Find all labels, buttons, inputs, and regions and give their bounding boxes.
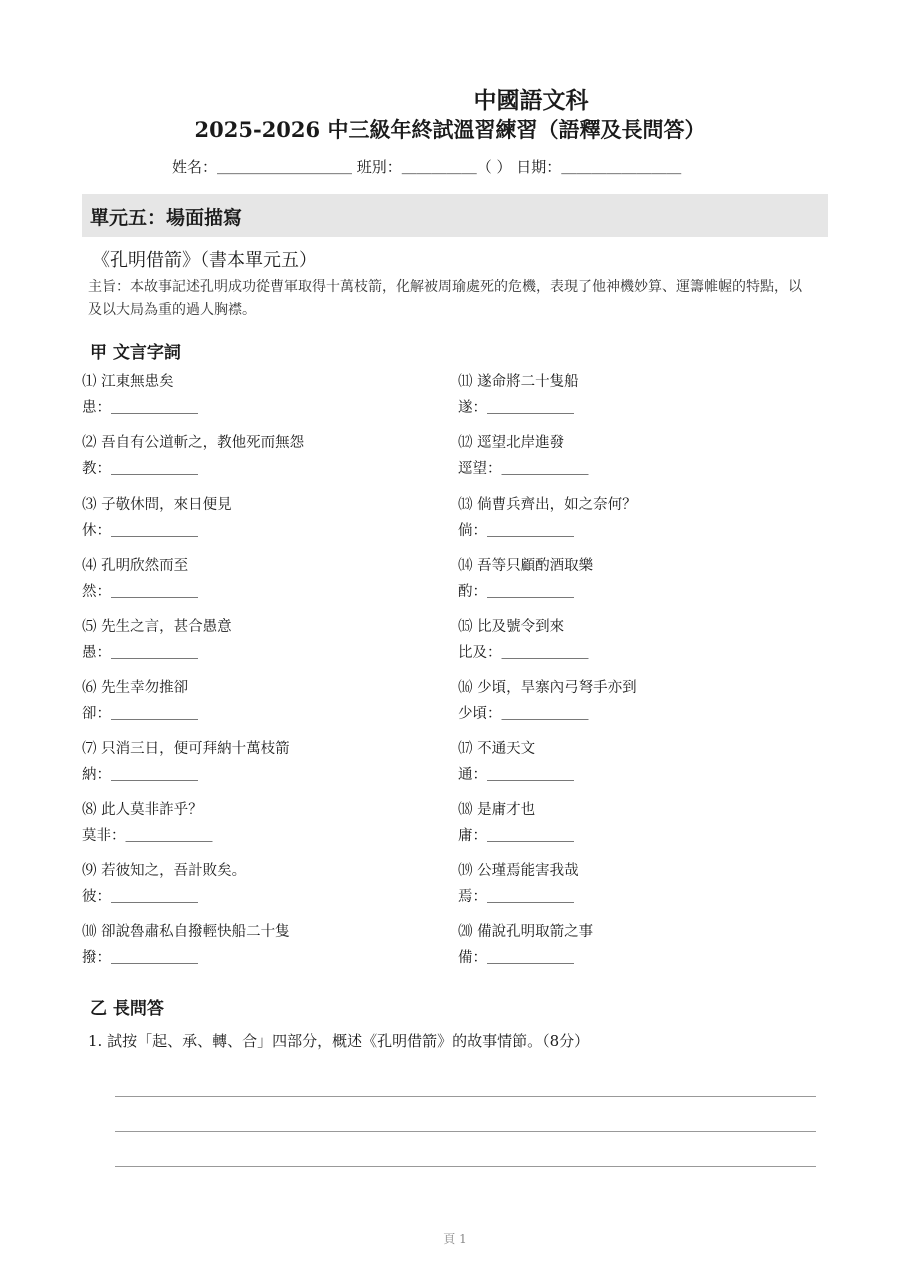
- vocab-item: [82, 553, 442, 605]
- vocab-answer-blank[interactable]: 撥：＿＿＿＿＿＿: [82, 950, 198, 966]
- vocab-answer-blank[interactable]: 休：＿＿＿＿＿＿: [82, 523, 198, 539]
- vocab-item: [82, 675, 442, 727]
- vocab-item: [82, 430, 442, 482]
- vocab-question: ⑷ 孔明欣然而至: [82, 558, 189, 574]
- subject-title: 中國語文科: [473, 87, 589, 114]
- vocab-question: ⑶ 子敬休問，來日便見: [82, 497, 232, 513]
- vocab-question: ⒃ 少頃，旱寨內弓弩手亦到: [458, 680, 637, 696]
- vocab-question: ⑴ 江東無患矣: [82, 374, 174, 390]
- vocab-question: ⑼ 若彼知之，吾計敗矣。: [82, 863, 247, 879]
- student-info-line: 姓名：＿＿＿＿＿＿＿＿＿ 班別：＿＿＿＿＿（ ） 日期：＿＿＿＿＿＿＿＿: [172, 158, 682, 176]
- vocab-question: ⑺ 只消三日，便可拜納十萬枝箭: [82, 741, 290, 757]
- theme-text: 主旨：本故事記述孔明成功從曹軍取得十萬枝箭，化解被周瑜處死的危機，表現了他神機妙算、運籌帷幄的特點，以及以大局為重的過人胸襟。: [88, 279, 802, 318]
- answer-line[interactable]: [115, 1096, 816, 1097]
- vocab-answer-blank[interactable]: 通：＿＿＿＿＿＿: [458, 767, 574, 783]
- vocab-question: ⑻ 此人莫非詐乎？: [82, 802, 203, 818]
- answer-line[interactable]: [115, 1131, 816, 1132]
- vocab-question: ⒀ 倘曹兵齊出，如之奈何？: [458, 497, 637, 513]
- vocab-answer-blank[interactable]: 比及：＿＿＿＿＿＿: [458, 645, 589, 661]
- vocab-answer-blank[interactable]: 莫非：＿＿＿＿＿＿: [82, 828, 213, 844]
- vocab-item: [82, 736, 442, 788]
- vocab-item: [82, 919, 442, 971]
- vocab-item: [458, 553, 818, 605]
- vocab-question: ⒇ 備說孔明取箭之事: [458, 924, 594, 940]
- vocab-item: [82, 614, 442, 666]
- vocab-question: ⒆ 公瑾焉能害我哉: [458, 863, 579, 879]
- vocab-question: ⑸ 先生之言，甚合愚意: [82, 619, 232, 635]
- unit-banner: [82, 194, 828, 237]
- vocab-question: ⒂ 比及號令到來: [458, 619, 565, 635]
- vocab-question: ⒄ 不通天文: [458, 741, 536, 757]
- vocab-question: ⑿ 逕望北岸進發: [458, 435, 565, 451]
- vocab-item: [458, 614, 818, 666]
- vocab-answer-blank[interactable]: 少頃：＿＿＿＿＿＿: [458, 706, 589, 722]
- vocab-answer-blank[interactable]: 備：＿＿＿＿＿＿: [458, 950, 574, 966]
- vocab-question: ⒁ 吾等只顧酌酒取樂: [458, 558, 594, 574]
- vocab-answer-blank[interactable]: 愚：＿＿＿＿＿＿: [82, 645, 198, 661]
- vocab-answer-blank[interactable]: 卻：＿＿＿＿＿＿: [82, 706, 198, 722]
- vocab-answer-blank[interactable]: 教：＿＿＿＿＿＿: [82, 461, 198, 477]
- vocab-answer-blank[interactable]: 倘：＿＿＿＿＿＿: [458, 523, 574, 539]
- section-a-title: 甲 文言字詞: [90, 343, 181, 363]
- unit-title: 單元五：場面描寫: [90, 207, 243, 229]
- vocab-answer-blank[interactable]: 庸：＿＿＿＿＿＿: [458, 828, 574, 844]
- vocab-item: [82, 797, 442, 849]
- vocab-question: ⑽ 卻說魯肅私自撥輕快船二十隻: [82, 924, 290, 940]
- vocab-answer-blank[interactable]: 逕望：＿＿＿＿＿＿: [458, 461, 589, 477]
- vocab-item: [458, 797, 818, 849]
- vocab-question: ⑵ 吾自有公道斬之，教他死而無怨: [82, 435, 305, 451]
- section-b-title: 乙 長問答: [90, 999, 164, 1019]
- vocab-item: [458, 675, 818, 727]
- vocab-answer-blank[interactable]: 酌：＿＿＿＿＿＿: [458, 584, 574, 600]
- vocab-item: [458, 430, 818, 482]
- vocab-question: ⑾ 遂命將二十隻船: [458, 374, 579, 390]
- vocab-item: [458, 736, 818, 788]
- vocab-answer-blank[interactable]: 彼：＿＿＿＿＿＿: [82, 889, 198, 905]
- vocab-question: ⑹ 先生幸勿推卻: [82, 680, 189, 696]
- lesson-title: 《孔明借箭》（書本單元五）: [92, 250, 317, 271]
- vocab-item: [458, 858, 818, 910]
- vocab-answer-blank[interactable]: 納：＿＿＿＿＿＿: [82, 767, 198, 783]
- long-question: 1. 試按「起、承、轉、合」四部分，概述《孔明借箭》的故事情節。（8分）: [88, 1032, 590, 1050]
- vocab-item: [458, 919, 818, 971]
- page-number: 頁 1: [443, 1232, 467, 1246]
- answer-line[interactable]: [115, 1166, 816, 1167]
- vocab-answer-blank[interactable]: 患：＿＿＿＿＿＿: [82, 400, 198, 416]
- vocab-question: ⒅ 是庸才也: [458, 802, 536, 818]
- vocab-item: [82, 858, 442, 910]
- vocab-answer-blank[interactable]: 然：＿＿＿＿＿＿: [82, 584, 198, 600]
- vocab-answer-blank[interactable]: 焉：＿＿＿＿＿＿: [458, 889, 574, 905]
- vocab-answer-blank[interactable]: 遂：＿＿＿＿＿＿: [458, 400, 574, 416]
- vocab-item: [458, 492, 818, 544]
- worksheet-title: 2025-2026 中三級年終試溫習練習（語釋及長問答）: [194, 117, 706, 142]
- vocab-item: [82, 492, 442, 544]
- vocab-item: [458, 369, 818, 421]
- vocab-item: [82, 369, 442, 421]
